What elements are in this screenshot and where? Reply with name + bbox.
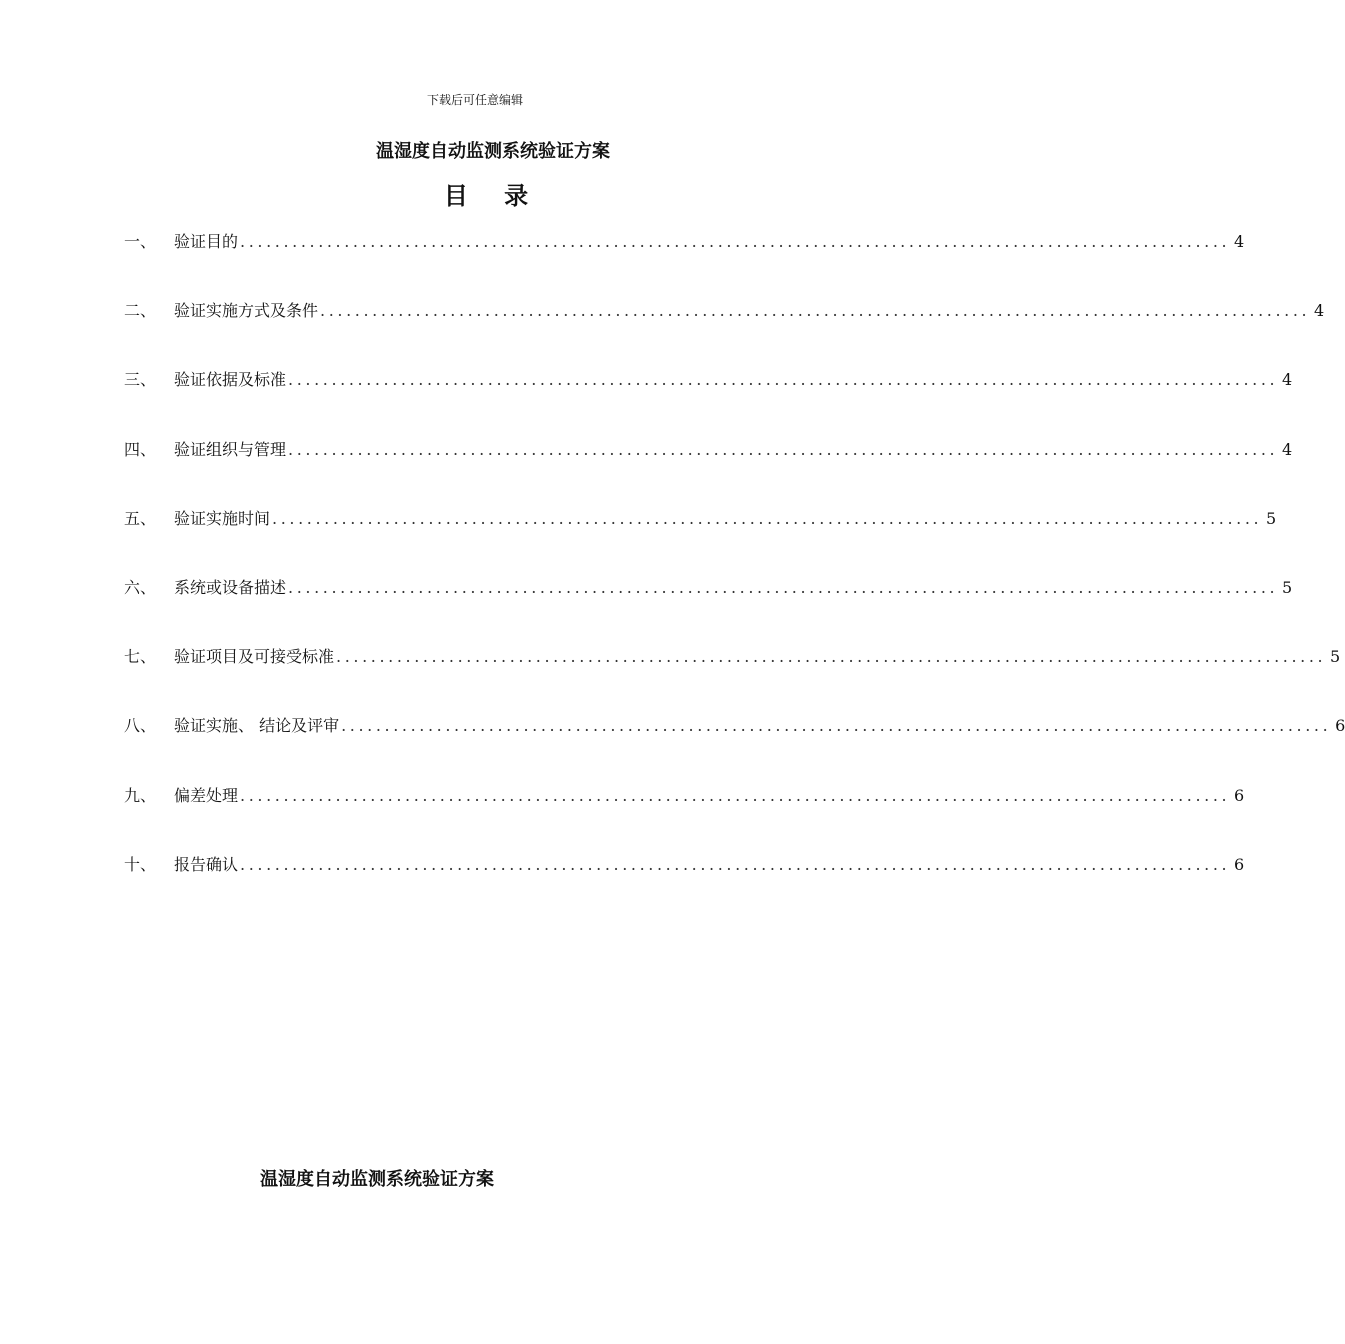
toc-entry-page: 4 bbox=[1234, 232, 1245, 251]
toc-dot-leader: .................................................................................................................. bbox=[288, 370, 1279, 390]
toc-entry-page: 6 bbox=[1234, 854, 1245, 874]
toc-entry-title: 验证项目及可接受标准 bbox=[174, 647, 335, 667]
toc-entry[interactable] bbox=[124, 644, 1341, 713]
toc-heading: 目 录 bbox=[443, 181, 543, 210]
toc-entry-number: 十、 bbox=[124, 854, 157, 874]
page-header-note: 下载后可任意编辑 bbox=[426, 93, 523, 107]
toc-entry-title: 验证依据及标准 bbox=[174, 370, 287, 390]
toc-dot-leader: .................................................................................................................. bbox=[288, 577, 1279, 597]
toc-entry[interactable] bbox=[124, 229, 1245, 298]
toc-dot-leader: .................................................................................................................. bbox=[240, 854, 1231, 874]
toc-entry-page: 4 bbox=[1282, 439, 1293, 459]
toc-entry-page: 5 bbox=[1282, 577, 1293, 597]
toc-entry-number: 八、 bbox=[124, 716, 157, 736]
toc-entry[interactable] bbox=[124, 575, 1293, 644]
toc-dot-leader: .................................................................................................................. bbox=[341, 716, 1332, 736]
toc-dot-leader: .................................................................................................................. bbox=[320, 301, 1311, 321]
toc-entry-title: 系统或设备描述 bbox=[174, 577, 287, 597]
toc-entry[interactable] bbox=[124, 713, 1345, 782]
toc-entry[interactable] bbox=[124, 367, 1293, 436]
toc-entry-page: 5 bbox=[1330, 647, 1341, 667]
toc-dot-leader: .................................................................................................................. bbox=[272, 508, 1263, 528]
toc-dot-leader: .................................................................................................................. bbox=[288, 439, 1279, 459]
toc-entry-title: 验证实施、 结论及评审 bbox=[174, 716, 340, 736]
toc-entry-page: 5 bbox=[1266, 508, 1277, 528]
toc-entry[interactable] bbox=[124, 783, 1245, 852]
toc-entry-number: 三、 bbox=[124, 370, 157, 390]
toc-entry-page: 4 bbox=[1314, 301, 1325, 321]
toc-entry-title: 偏差处理 bbox=[174, 785, 239, 805]
toc-entry-title: 验证目的 bbox=[174, 232, 239, 251]
toc-entry-title: 验证组织与管理 bbox=[174, 439, 287, 459]
document-title: 温湿度自动监测系统验证方案 bbox=[376, 141, 610, 162]
toc-entry-number: 四、 bbox=[124, 439, 157, 459]
toc-entry-number: 七、 bbox=[124, 647, 157, 667]
toc-dot-leader: .................................................................................................................. bbox=[336, 647, 1327, 667]
table-of-contents bbox=[124, 229, 1345, 921]
toc-entry[interactable] bbox=[124, 298, 1325, 367]
toc-entry[interactable] bbox=[124, 852, 1245, 921]
toc-entry-title: 验证实施方式及条件 bbox=[174, 301, 319, 321]
toc-entry-page: 4 bbox=[1282, 370, 1293, 390]
toc-entry-page: 6 bbox=[1234, 785, 1245, 805]
toc-entry-number: 六、 bbox=[124, 577, 157, 597]
toc-entry-title: 报告确认 bbox=[174, 854, 239, 874]
toc-entry-number: 一、 bbox=[124, 232, 157, 251]
toc-dot-leader: .................................................................................................................. bbox=[240, 232, 1231, 251]
toc-entry[interactable] bbox=[124, 506, 1277, 575]
toc-entry-title: 验证实施时间 bbox=[174, 508, 271, 528]
toc-entry-number: 二、 bbox=[124, 301, 157, 321]
toc-entry[interactable] bbox=[124, 437, 1293, 506]
toc-entry-number: 九、 bbox=[124, 785, 157, 805]
section-title: 温湿度自动监测系统验证方案 bbox=[260, 1169, 494, 1190]
toc-dot-leader: .................................................................................................................. bbox=[240, 785, 1231, 805]
toc-entry-page: 6 bbox=[1335, 716, 1345, 736]
toc-entry-number: 五、 bbox=[124, 508, 157, 528]
